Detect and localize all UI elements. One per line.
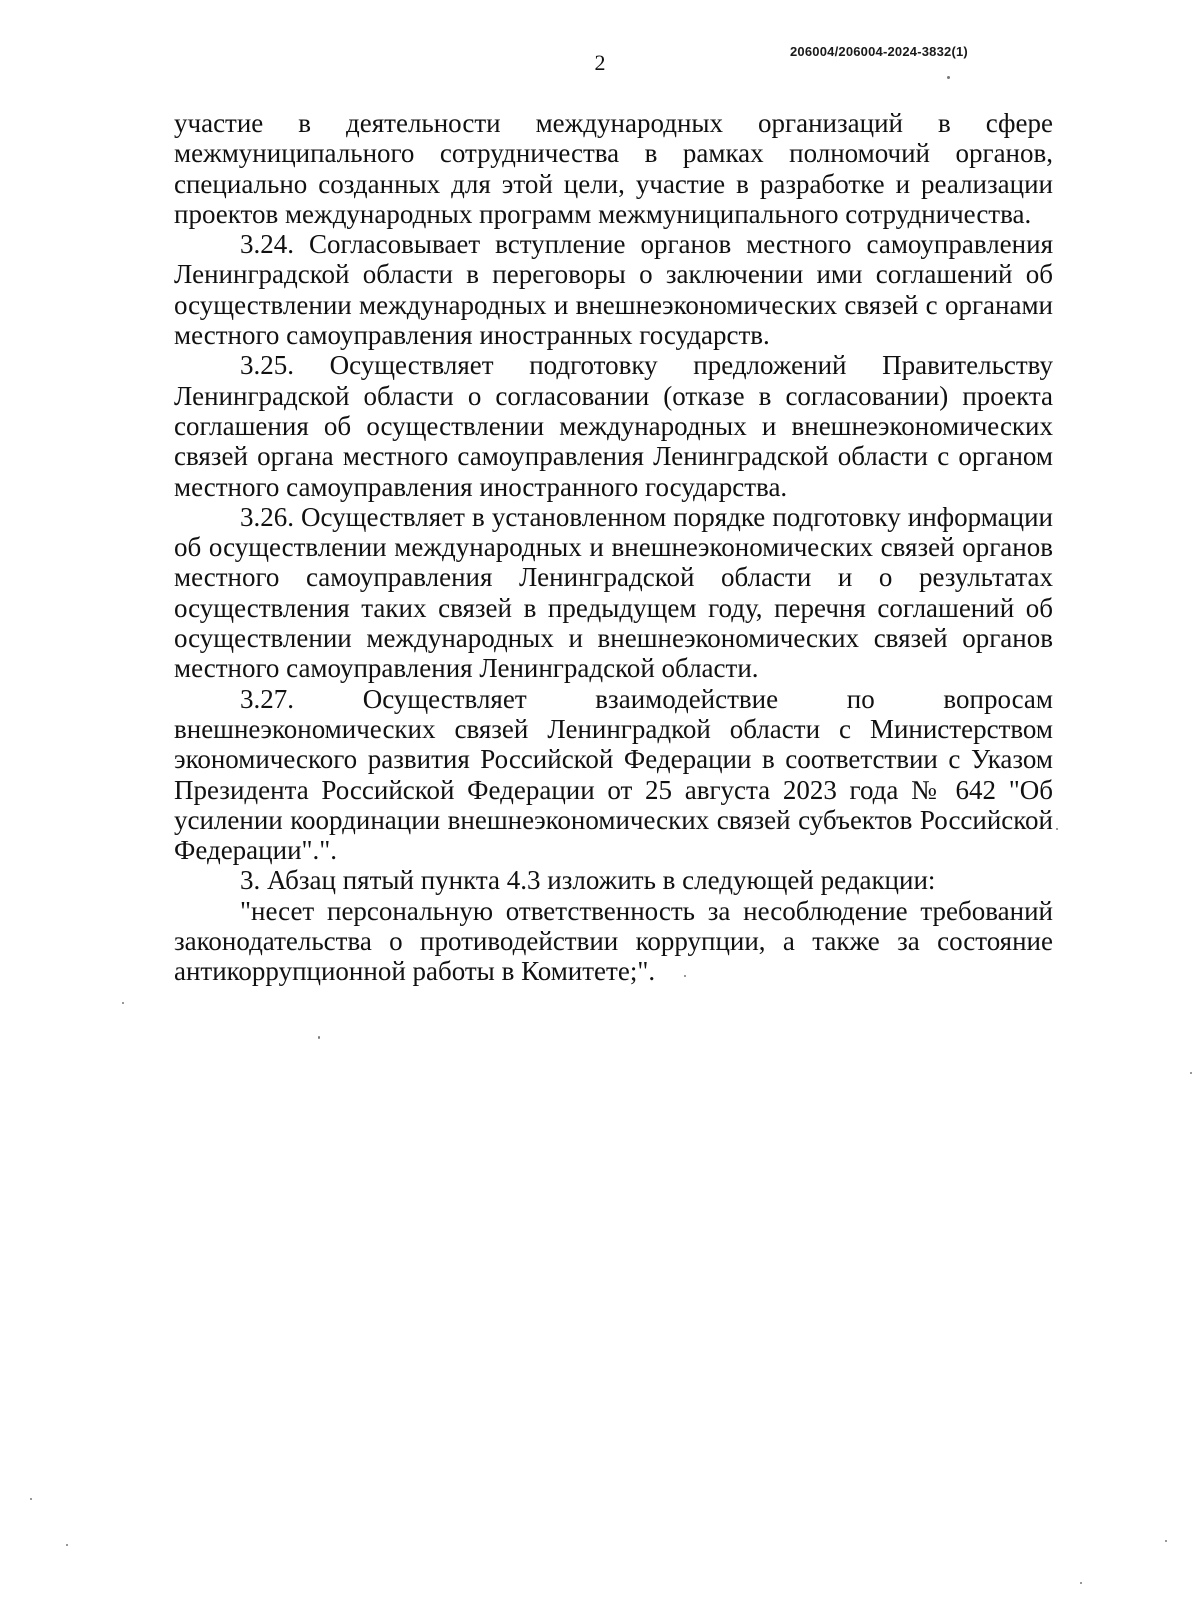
paragraph-amendment-3: 3. Абзац пятый пункта 4.3 изложить в следующей редакции: (240, 865, 936, 896)
paragraph-3-26: 3.26. Осуществляет в установленном порядке подготовку информации об осуществлении международных и внешнеэкономических связей органов местного самоуправления Ленинградской области и о результатах осуществления таких связей в предыдущем году, перечня соглашений об осуществлении международных и внешнеэкономических связей органов местного самоуправления Ленинградской области. (174, 501, 1053, 684)
page-number: 2 (594, 50, 606, 75)
paragraph-3-24: 3.24. Согласовывает вступление органов местного самоуправления Ленинградской области в переговоры о заключении ими соглашений об осуществлении международных и внешнеэкономических связей с органами местного самоуправления иностранных государств. (174, 229, 1053, 351)
scan-speck (947, 76, 950, 79)
scan-speck (318, 1036, 320, 1039)
scan-speck (122, 1002, 124, 1004)
scan-speck (1080, 1582, 1082, 1584)
paragraph-amendment-text: "несет персональную ответственность за несоблюдение требований законодательства о противодействии коррупции, а также за состояние антикоррупционной работы в Комитете;". (174, 895, 1053, 987)
scan-speck (1056, 828, 1058, 830)
scan-speck (1190, 1072, 1192, 1074)
scan-speck (30, 1498, 32, 1500)
scan-speck (66, 1544, 68, 1546)
scan-speck (1165, 1540, 1167, 1542)
paragraph-3-27: 3.27. Осуществляет взаимодействие по вопросам внешнеэкономических связей Ленинградкой области с Министерством экономического развития Российской Федерации в соответствии с Указом Президента Российской Федерации от 25 августа 2023 года № 642 "Об усилении координации внешнеэкономических связей субъектов Российской Федерации".". (174, 683, 1053, 866)
paragraph-intro-continuation: участие в деятельности международных организаций в сфере межмуниципального сотрудничества в рамках полномочий органов, специально созданных для этой цели, участие в разработке и реализации проектов международных программ межмуниципального сотрудничества. (174, 108, 1053, 229)
paragraph-3-25: 3.25. Осуществляет подготовку предложений Правительству Ленинградской области о согласовании (отказе в согласовании) проекта соглашения об осуществлении международных и внешнеэкономических связей органа местного самоуправления Ленинградской области с органом местного самоуправления иностранного государства. (174, 350, 1053, 502)
scan-speck (684, 975, 686, 977)
document-id: 206004/206004-2024-3832(1) (790, 44, 968, 59)
document-body (174, 108, 1053, 987)
